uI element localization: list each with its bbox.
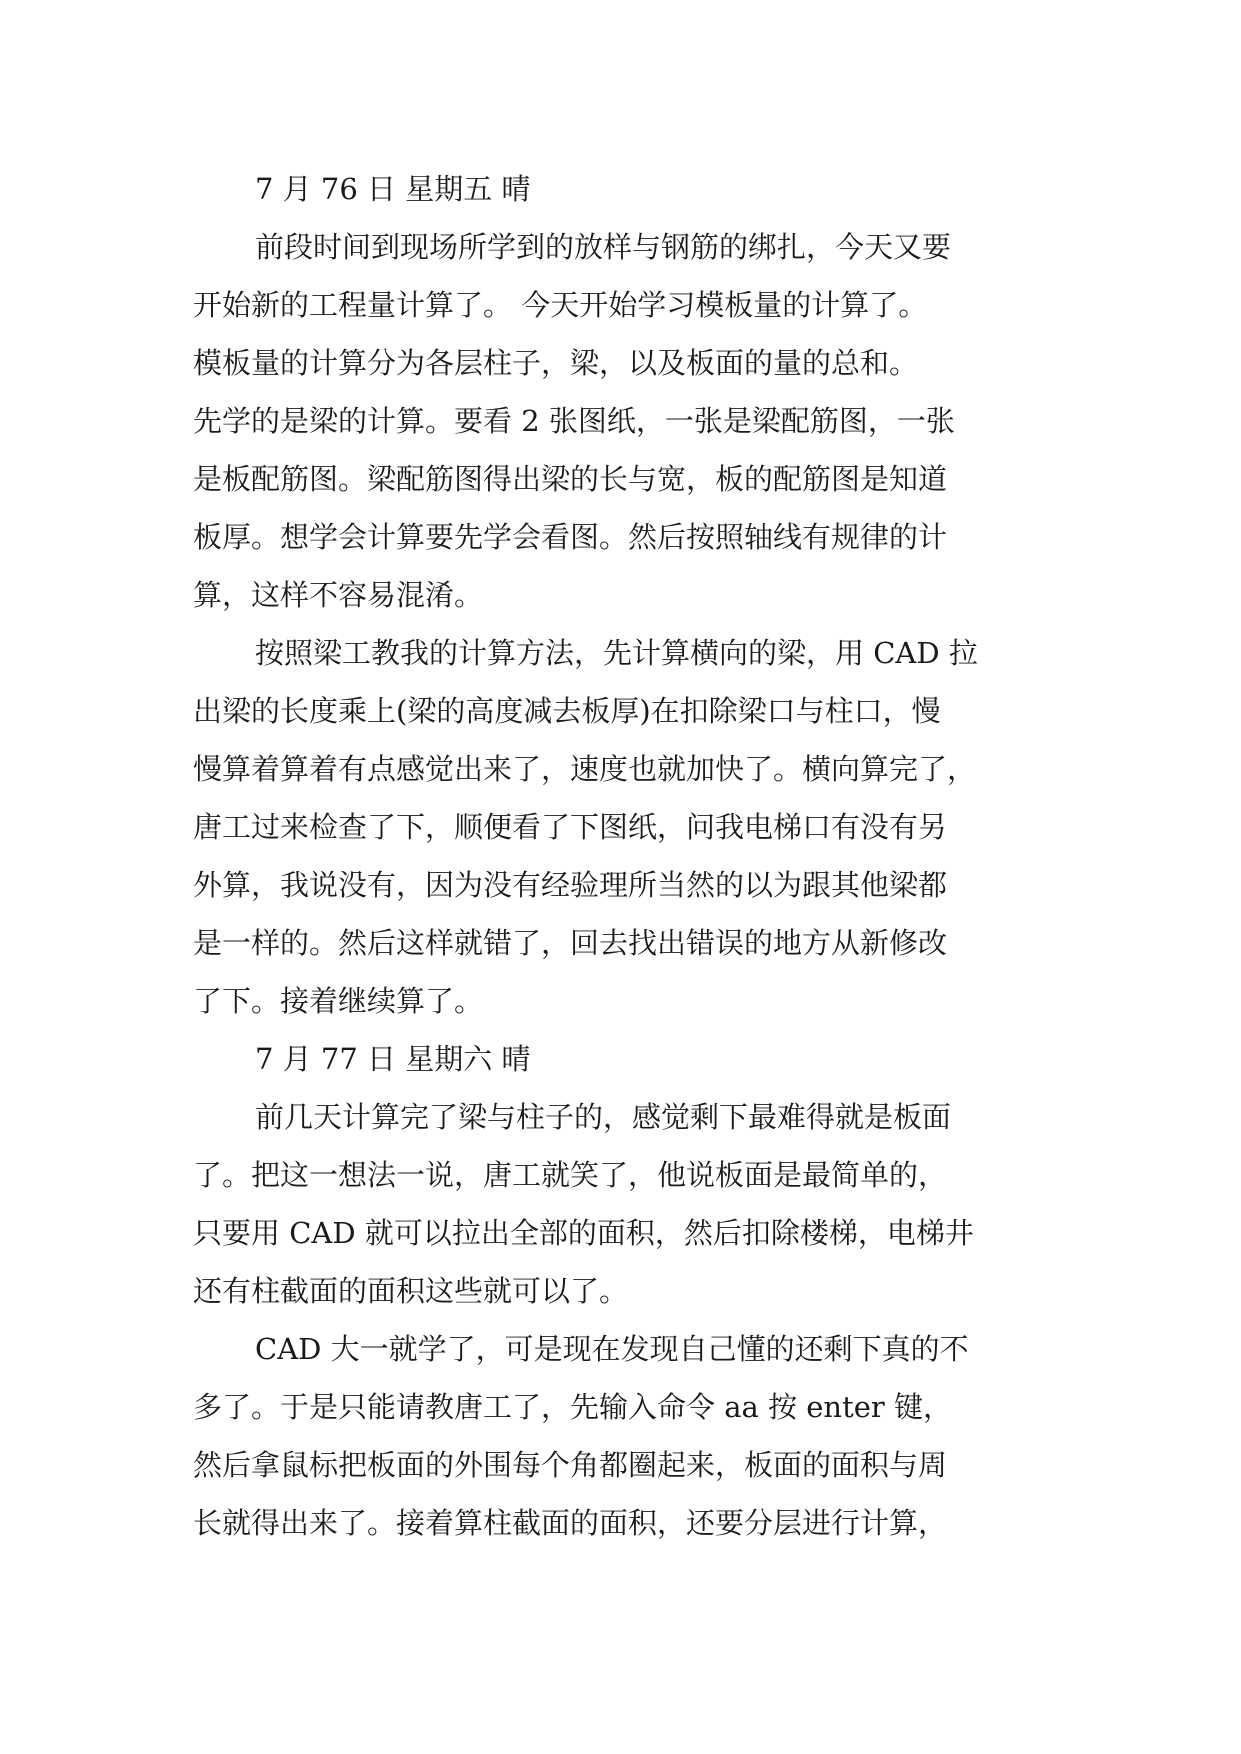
paragraph-line: 先学的是梁的计算。要看 2 张图纸，一张是梁配筋图，一张: [193, 404, 955, 438]
paragraph-line: 前几天计算完了梁与柱子的，感觉剩下最难得就是板面: [255, 1100, 952, 1134]
paragraph-line: 外算，我说没有，因为没有经验理所当然的以为跟其他梁都: [193, 868, 948, 902]
paragraph-line: 唐工过来检查了下，顺便看了下图纸，问我电梯口有没有另: [193, 810, 948, 844]
paragraph-line: 板厚。想学会计算要先学会看图。然后按照轴线有规律的计: [193, 520, 948, 554]
document-body: [193, 160, 1053, 1552]
paragraph-line: 多了。于是只能请教唐工了，先输入命令 aa 按 enter 键，: [193, 1390, 952, 1424]
paragraph-line: 慢算着算着有点感觉出来了，速度也就加快了。横向算完了，: [193, 752, 977, 786]
paragraph-line: 出梁的长度乘上(梁的高度减去板厚)在扣除梁口与柱口，慢: [193, 694, 941, 728]
paragraph-line: 还有柱截面的面积这些就可以了。: [193, 1274, 629, 1308]
paragraph-line: 模板量的计算分为各层柱子，梁，以及板面的量的总和。: [193, 346, 919, 380]
paragraph-line: 按照梁工教我的计算方法，先计算横向的梁，用 CAD 拉: [255, 636, 978, 670]
paragraph-line: 开始新的工程量计算了。 今天开始学习模板量的计算了。: [193, 288, 928, 322]
paragraph-line: 了下。接着继续算了。: [193, 984, 484, 1018]
paragraph-line: CAD 大一就学了，可是现在发现自己懂的还剩下真的不: [255, 1332, 969, 1366]
date-heading: 7 月 76 日 星期五 晴: [255, 172, 531, 206]
date-heading: 7 月 77 日 星期六 晴: [255, 1042, 531, 1076]
paragraph-line: 前段时间到现场所学到的放样与钢筋的绑扎，今天又要: [255, 230, 952, 264]
paragraph-line: 是一样的。然后这样就错了，回去找出错误的地方从新修改: [193, 926, 948, 960]
paragraph-line: 只要用 CAD 就可以拉出全部的面积，然后扣除楼梯，电梯井: [193, 1216, 974, 1250]
paragraph-line: 了。把这一想法一说，唐工就笑了，他说板面是最简单的，: [193, 1158, 948, 1192]
paragraph-line: 然后拿鼠标把板面的外围每个角都圈起来，板面的面积与周: [193, 1448, 948, 1482]
paragraph-line: 算，这样不容易混淆。: [193, 578, 484, 612]
paragraph-line: 长就得出来了。接着算柱截面的面积，还要分层进行计算，: [193, 1506, 948, 1540]
paragraph-line: 是板配筋图。梁配筋图得出梁的长与宽，板的配筋图是知道: [193, 462, 948, 496]
